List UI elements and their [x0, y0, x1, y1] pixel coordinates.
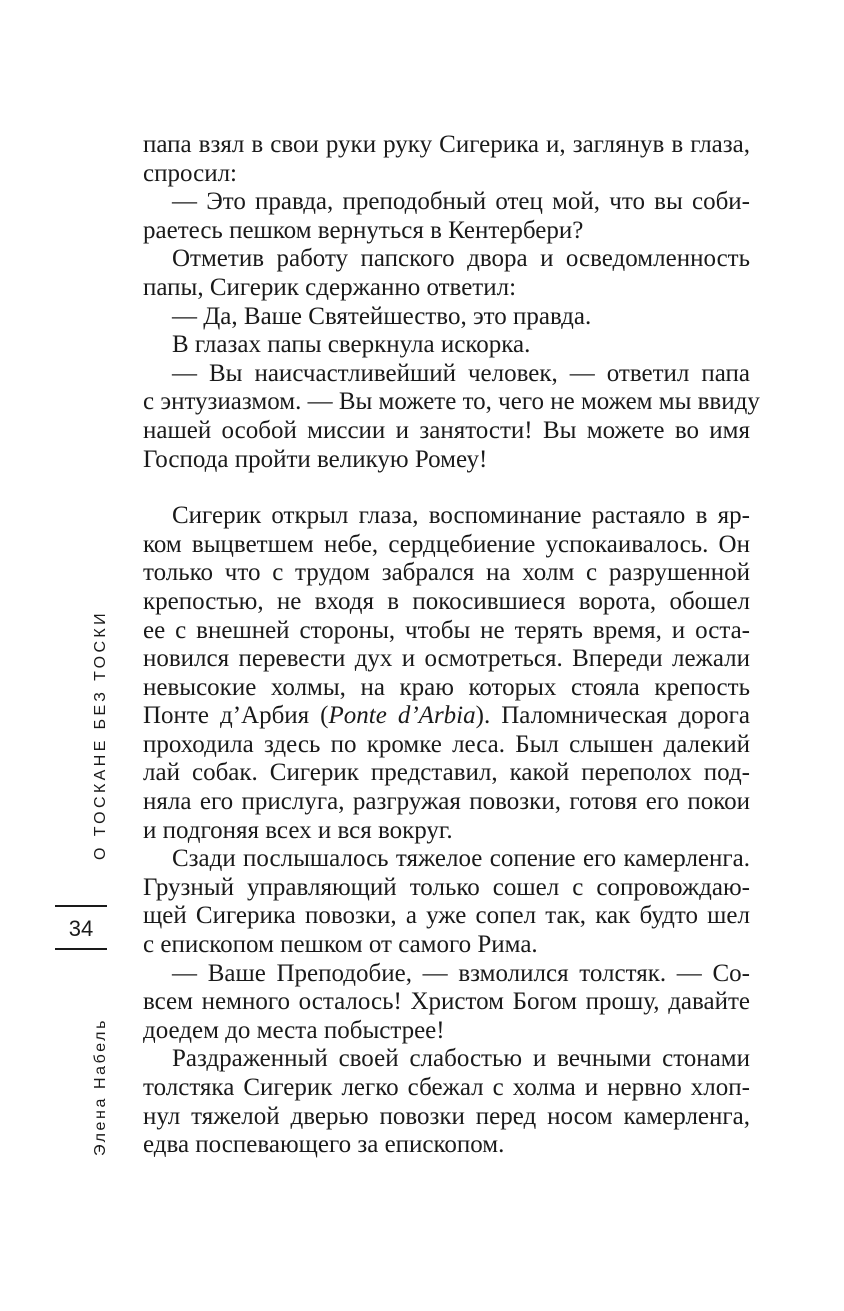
dialogue-paragraph	[143, 188, 750, 245]
text-line: всем немного осталось! Христом Богом прошу, давайте	[143, 988, 750, 1016]
text-fragment: ). Паломническая дорога	[475, 702, 750, 730]
text-line: доедем до места побыстрее!	[143, 1016, 445, 1044]
running-head-title: О ТОСКАНЕ БЕЗ ТОСКИ	[92, 609, 109, 860]
text-line: спросил:	[143, 159, 237, 187]
text-line: няла его прислуга, разгружая повозки, готовя его покои	[143, 788, 750, 816]
paragraph	[143, 131, 750, 188]
paragraph	[143, 245, 750, 302]
page-body-text	[143, 131, 760, 1160]
paragraph	[143, 502, 750, 845]
text-line: невысокие холмы, на краю которых стояла крепость	[143, 673, 750, 701]
text-line: — Ваше Преподобие, — взмолился толстяк. — Со-	[172, 959, 750, 987]
text-line: Грузный управляющий только сошел с сопровождаю-	[143, 873, 750, 901]
text-line: Раздраженный своей слабостью и вечными стонами	[172, 1045, 750, 1073]
text-line: Господа пройти великую Ромеу!	[143, 445, 488, 473]
text-line: папа взял в свои руки руку Сигерика и, заглянув в глаза,	[143, 131, 750, 158]
paragraph	[143, 845, 750, 959]
dialogue-paragraph	[143, 303, 750, 332]
text-line: ее с внешней стороны, чтобы не терять время, и оста-	[143, 616, 750, 644]
text-line: раетесь пешком вернуться в Кентербери?	[143, 216, 584, 244]
text-line: нул тяжелой дверью повозки перед носом камерленга,	[143, 1102, 750, 1130]
page-number-rule-bottom	[55, 948, 107, 950]
text-line: едва поспевающего за епископом.	[143, 1131, 505, 1159]
text-line: — Вы наисчастливейший человек, — ответил папа	[172, 359, 750, 387]
section-break	[143, 474, 750, 502]
text-line-with-italic	[143, 702, 750, 731]
text-line: В глазах папы сверкнула искорка.	[172, 331, 531, 359]
text-line: — Да, Ваше Святейшество, это правда.	[172, 302, 592, 330]
text-line: нашей особой миссии и занятости! Вы можете во имя	[143, 416, 750, 444]
text-line: — Это правда, преподобный отец мой, что вы соби-	[172, 188, 750, 216]
text-line: толстяка Сигерик легко сбежал с холма и нервно хлоп-	[143, 1074, 750, 1101]
text-line: крепостью, не входя в покосившиеся ворота, обошел	[143, 587, 750, 615]
text-line: ком выцветшем небе, сердцебиение успокаивалось. Он	[143, 530, 750, 558]
paragraph	[143, 331, 750, 360]
dialogue-paragraph	[143, 960, 750, 1046]
text-line: и подгоняя всех и вся вокруг.	[143, 816, 453, 844]
text-line: лай собак. Сигерик представил, какой переполох под-	[143, 759, 750, 787]
italic-place-name: Ponte d’Arbia	[328, 702, 476, 730]
text-line: новился перевести дух и осмотреться. Впереди лежали	[143, 645, 750, 673]
text-line: с епископом пешком от самого Рима.	[143, 931, 538, 959]
text-line: только что с трудом забрался на холм с разрушенной	[143, 559, 750, 587]
text-line: папы, Сигерик сдержанно ответил:	[143, 273, 517, 301]
text-line: Сзади послышалось тяжелое сопение его камерленга.	[172, 845, 750, 873]
paragraph	[143, 1045, 750, 1159]
text-line: щей Сигерика повозки, а уже сопел так, как будто шел	[143, 902, 750, 930]
dialogue-paragraph	[143, 359, 760, 474]
text-line: Сигерик открыл глаза, воспоминание растаяло в яр-	[172, 502, 750, 530]
running-head-author: Элена Набель	[92, 1017, 109, 1156]
page-number-rule-top	[55, 905, 107, 907]
text-line: Отметив работу папского двора и осведомленность	[172, 245, 750, 273]
text-line: проходила здесь по кромке леса. Был слышен далекий	[143, 730, 750, 758]
page-number: 34	[68, 916, 94, 941]
text-line: с энтузиазмом. — Вы можете то, чего не можем мы ввиду	[143, 388, 760, 416]
text-fragment: Понте д’Арбия (	[143, 702, 329, 730]
